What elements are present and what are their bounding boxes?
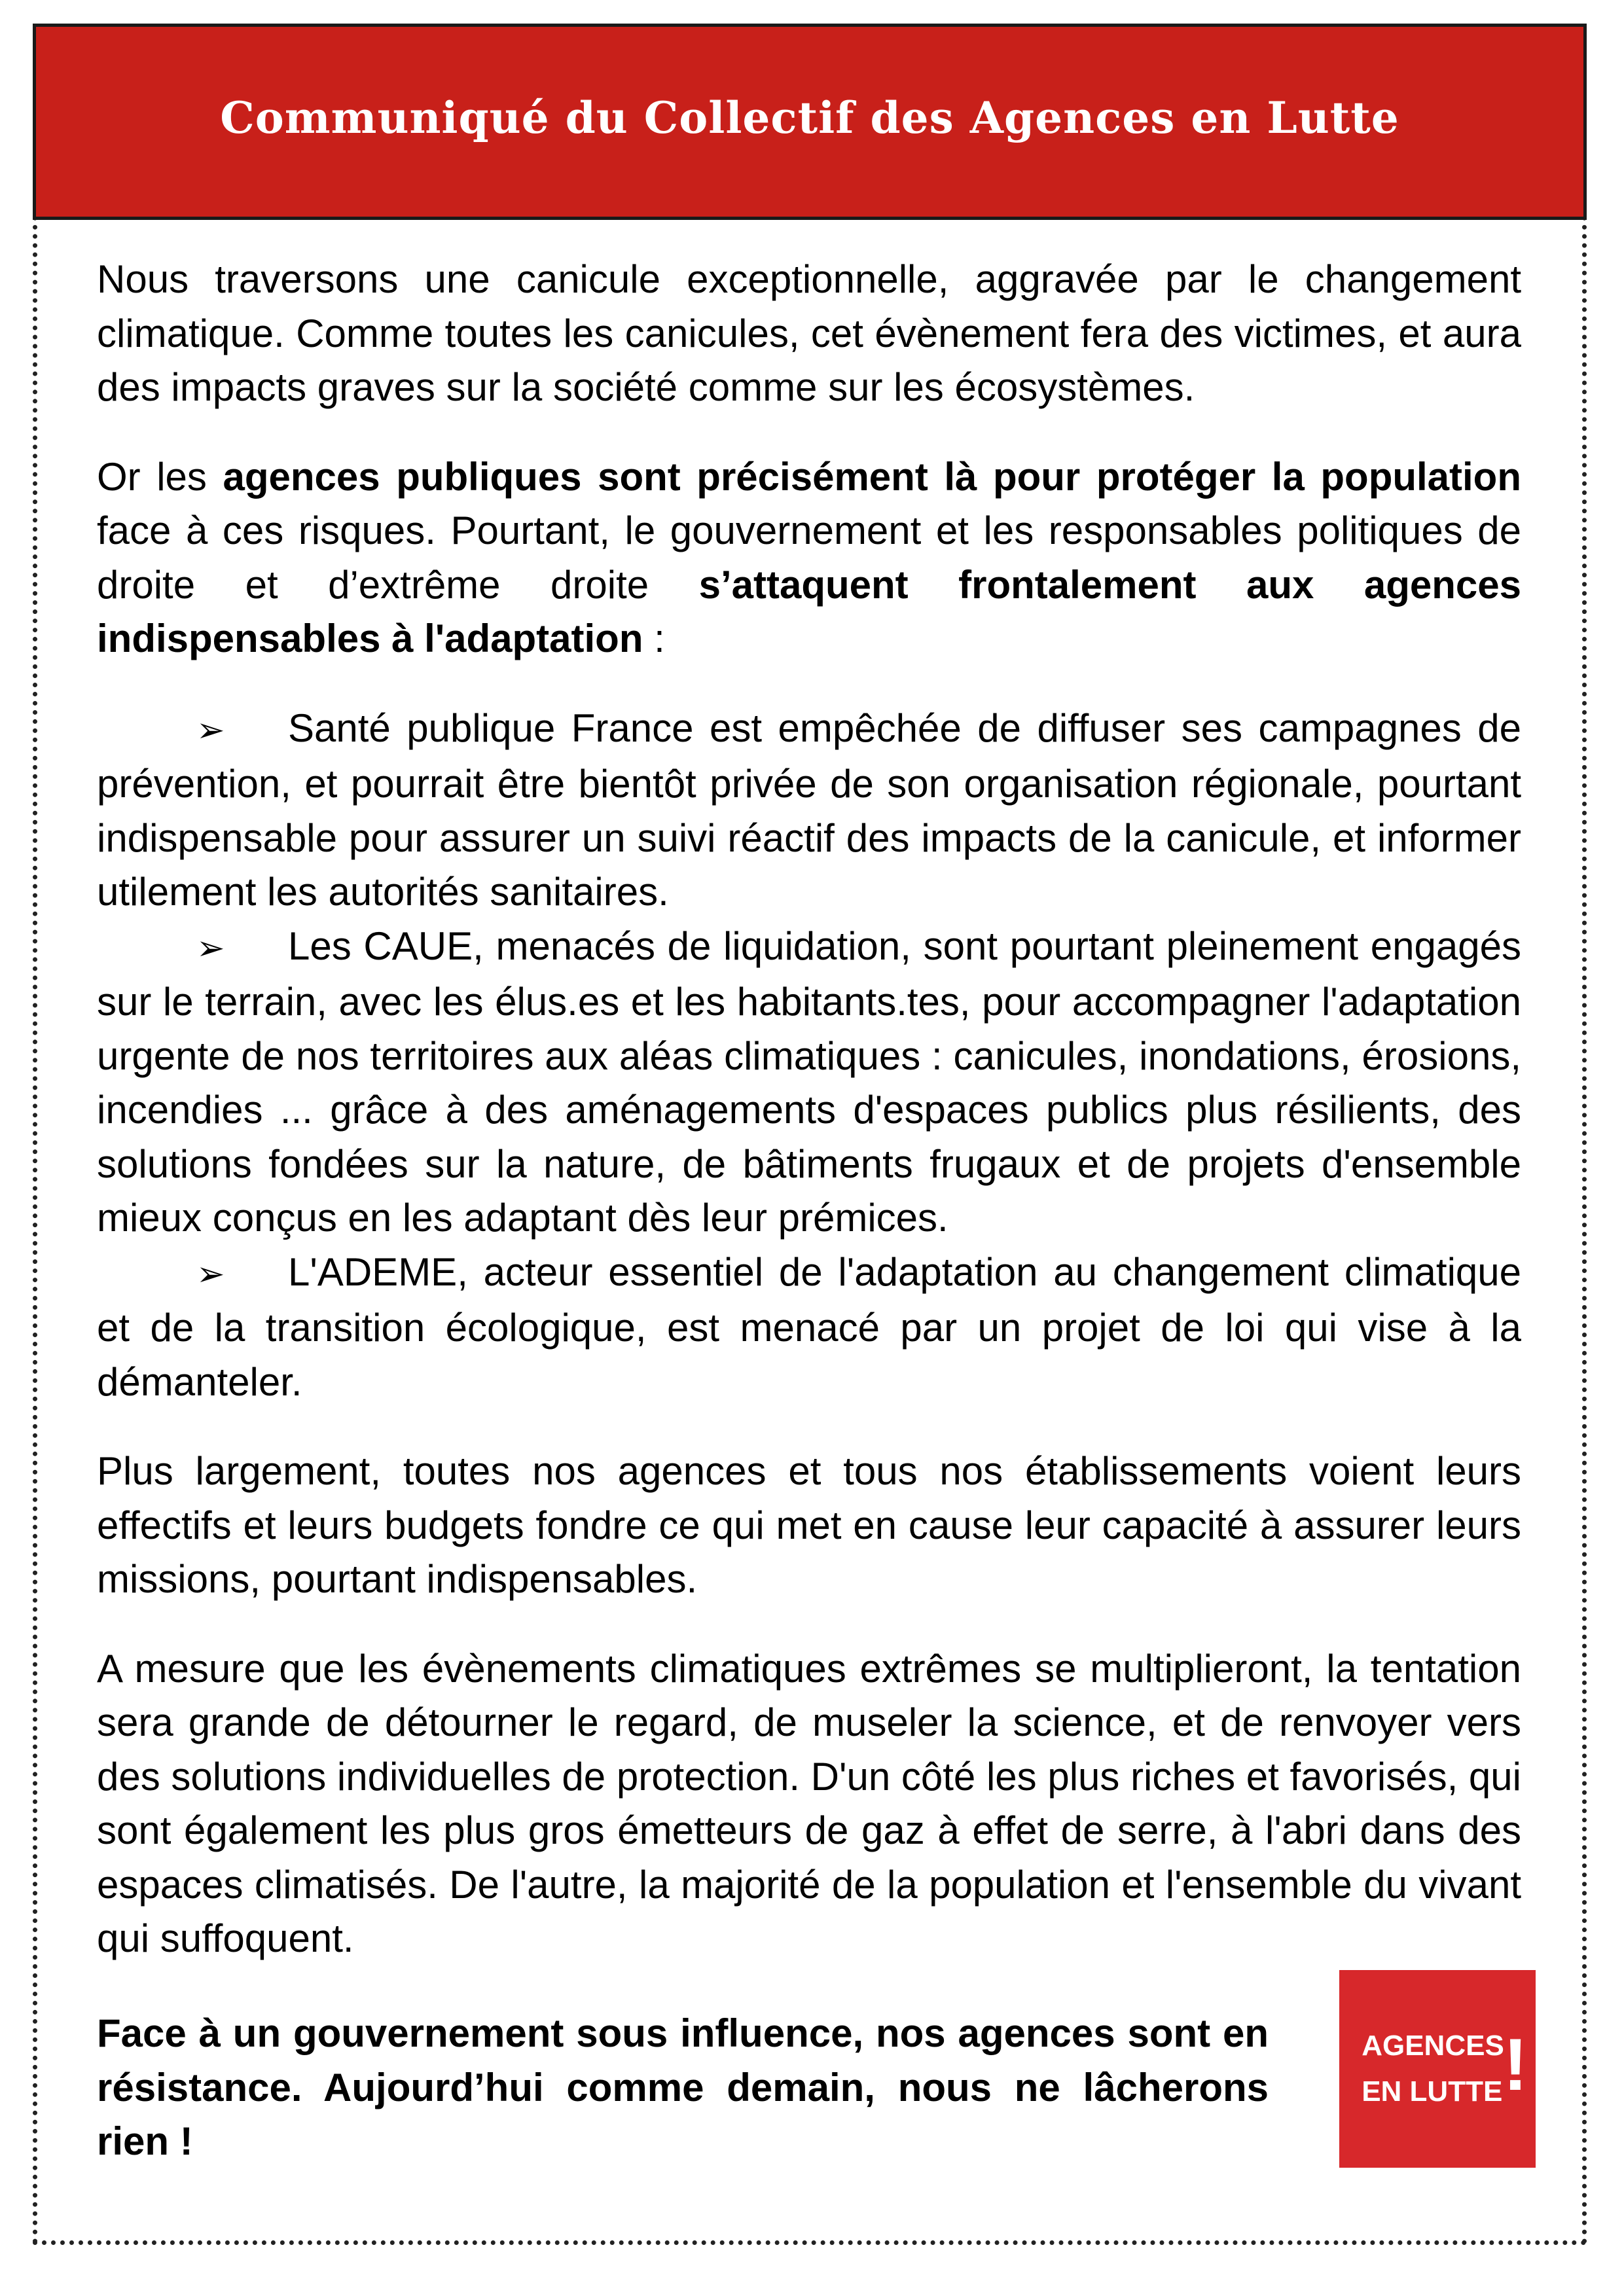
- bullet-text: L'ADEME, acteur essentiel de l'adaptation au changement climatique et de la transition écologique, est menacé par un projet de loi qui vise à la démanteler.: [97, 1249, 1521, 1404]
- logo-line-1: AGENCES: [1362, 2030, 1504, 2062]
- paragraph-agencies-text-1: Or les: [97, 454, 223, 499]
- paragraph-agencies-bold-2: s’attaquent frontalement aux agences indispensables à l'adaptation: [97, 562, 1521, 660]
- arrow-bullet-icon: ➢: [196, 710, 225, 750]
- paragraph-agencies-bold-1: agences publiques sont précisément là pour protéger la population: [223, 454, 1521, 499]
- bullet-text: Santé publique France est empêchée de diffuser ses campagnes de prévention, et pourrait être bientôt privée de son organisation régionale, pourtant indispensable pour assurer un suivi réactif des impacts de la canicule, et informer utilement les autorités sanitaires.: [97, 706, 1521, 914]
- paragraph-climate-events: A mesure que les évènements climatiques extrêmes se multiplieront, la tentation sera grande de détourner le regard, de museler la science, et de renvoyer vers des solutions individuelles de protection. D'un côté les plus riches et favorisés, qui sont également les plus gros émetteurs de gaz à effet de serre, à l'abri dans des espaces climatisés. De l'autre, la majorité de la population et l'ensemble du vivant qui suffoquent.: [97, 1646, 1521, 1960]
- bullet-item-ademe: [97, 1246, 1521, 1410]
- paragraph-agencies: [97, 450, 1521, 666]
- bullet-item-caue: [97, 920, 1521, 1246]
- logo-line-2: EN LUTTE: [1362, 2075, 1503, 2108]
- communique-body: [97, 253, 1521, 1966]
- paragraph-budgets: Plus largement, toutes nos agences et tous nos établissements voient leurs effectifs et leurs budgets fondre ce qui met en cause leur capacité à assurer leurs missions, pourtant indispensables.: [97, 1449, 1521, 1601]
- paragraph-agencies-text-2: face à ces risques. Pourtant, le gouvernement et les responsables politiques de droite et d’extrême droite: [97, 509, 1521, 607]
- closing-statement: Face à un gouvernement sous influence, nos agences sont en résistance. Aujourd’hui comme demain, nous ne lâcherons rien !: [97, 2011, 1269, 2163]
- bullet-item-spf: [97, 702, 1521, 920]
- bullet-text: Les CAUE, menacés de liquidation, sont pourtant pleinement engagés sur le terrain, avec les élus.es et les habitants.tes, pour accompagner l'adaptation urgente de nos territoires aux aléas climatiques : canicules, inondations, érosions, incendies ... grâce à des aménagements d'espaces publics plus résilients, des solutions fondées sur la nature, de bâtiments frugaux et de projets d'ensemble mieux conçus en les adaptant dès leur prémices.: [97, 924, 1521, 1240]
- page-title: Communiqué du Collectif des Agences en Lutte: [220, 92, 1399, 143]
- logo-wordmark: [1362, 2023, 1528, 2115]
- agences-en-lutte-logo: [1339, 1970, 1536, 2168]
- header-banner: [33, 24, 1587, 220]
- exclamation-icon: !: [1503, 2024, 1528, 2106]
- paragraph-intro: Nous traversons une canicule exceptionnelle, aggravée par le changement climatique. Comme toutes les canicules, cet évènement fera des victimes, et aura des impacts graves sur la société comme sur les écosystèmes.: [97, 257, 1521, 409]
- paragraph-agencies-text-3: :: [643, 617, 665, 660]
- arrow-bullet-icon: ➢: [196, 1254, 225, 1294]
- arrow-bullet-icon: ➢: [196, 928, 225, 968]
